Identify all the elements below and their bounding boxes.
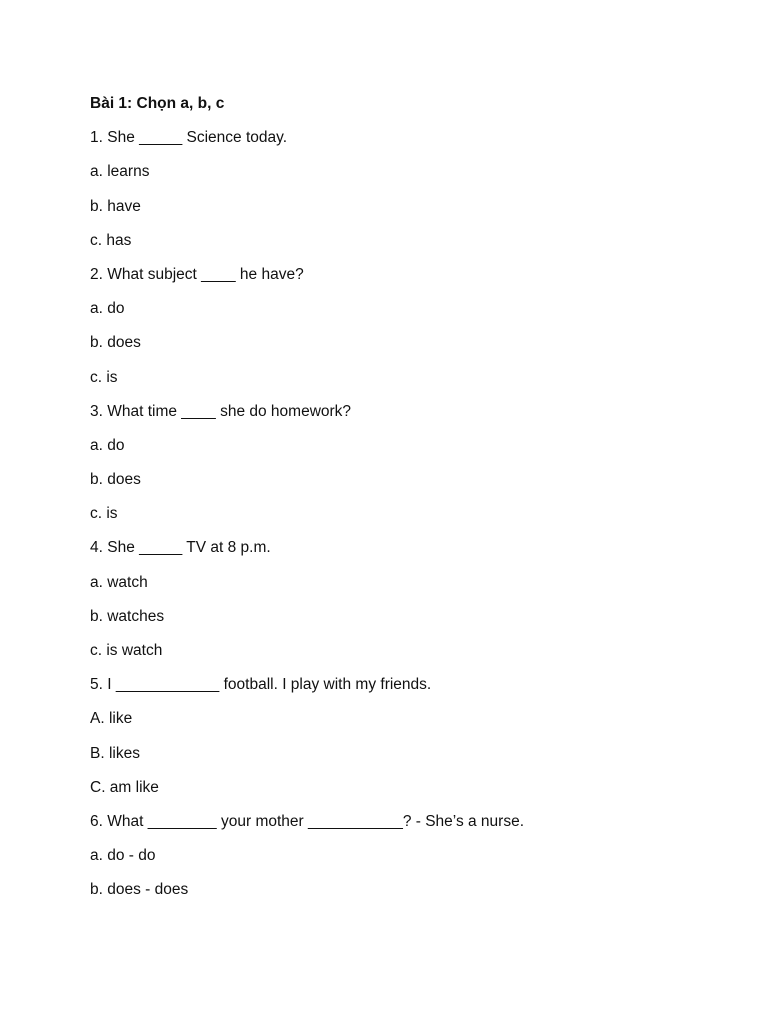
- question-2-option-a: a. do: [90, 300, 125, 318]
- question-5: 5. I ____________ football. I play with my friends.: [90, 676, 432, 694]
- question-5-option-b: B. likes: [90, 744, 140, 762]
- question-1: 1. She _____ Science today.: [90, 129, 288, 147]
- question-4: 4. She _____ TV at 8 p.m.: [90, 539, 271, 557]
- question-2-option-c: c. is: [90, 368, 118, 386]
- exercise-heading: Bài 1: Chọn a, b, c: [90, 95, 225, 112]
- question-3: 3. What time ____ she do homework?: [90, 402, 352, 420]
- question-6-option-b: b. does - does: [90, 881, 189, 899]
- question-3-option-c: c. is: [90, 505, 118, 523]
- question-5-option-a: A. like: [90, 710, 133, 728]
- exercise-content: [90, 94, 730, 915]
- question-4-option-b: b. watches: [90, 607, 165, 625]
- question-1-option-c: c. has: [90, 231, 132, 249]
- question-1-option-a: a. learns: [90, 163, 150, 181]
- question-2-option-b: b. does: [90, 334, 141, 352]
- question-1-option-b: b. have: [90, 197, 141, 215]
- question-5-option-c: C. am like: [90, 778, 159, 796]
- question-3-option-a: a. do: [90, 436, 125, 454]
- question-6-option-a: a. do - do: [90, 847, 156, 865]
- question-4-option-a: a. watch: [90, 573, 148, 591]
- question-3-option-b: b. does: [90, 471, 141, 489]
- question-4-option-c: c. is watch: [90, 642, 163, 659]
- question-2: 2. What subject ____ he have?: [90, 265, 304, 283]
- question-6: 6. What ________ your mother ___________? - She’s a nurse.: [90, 812, 525, 830]
